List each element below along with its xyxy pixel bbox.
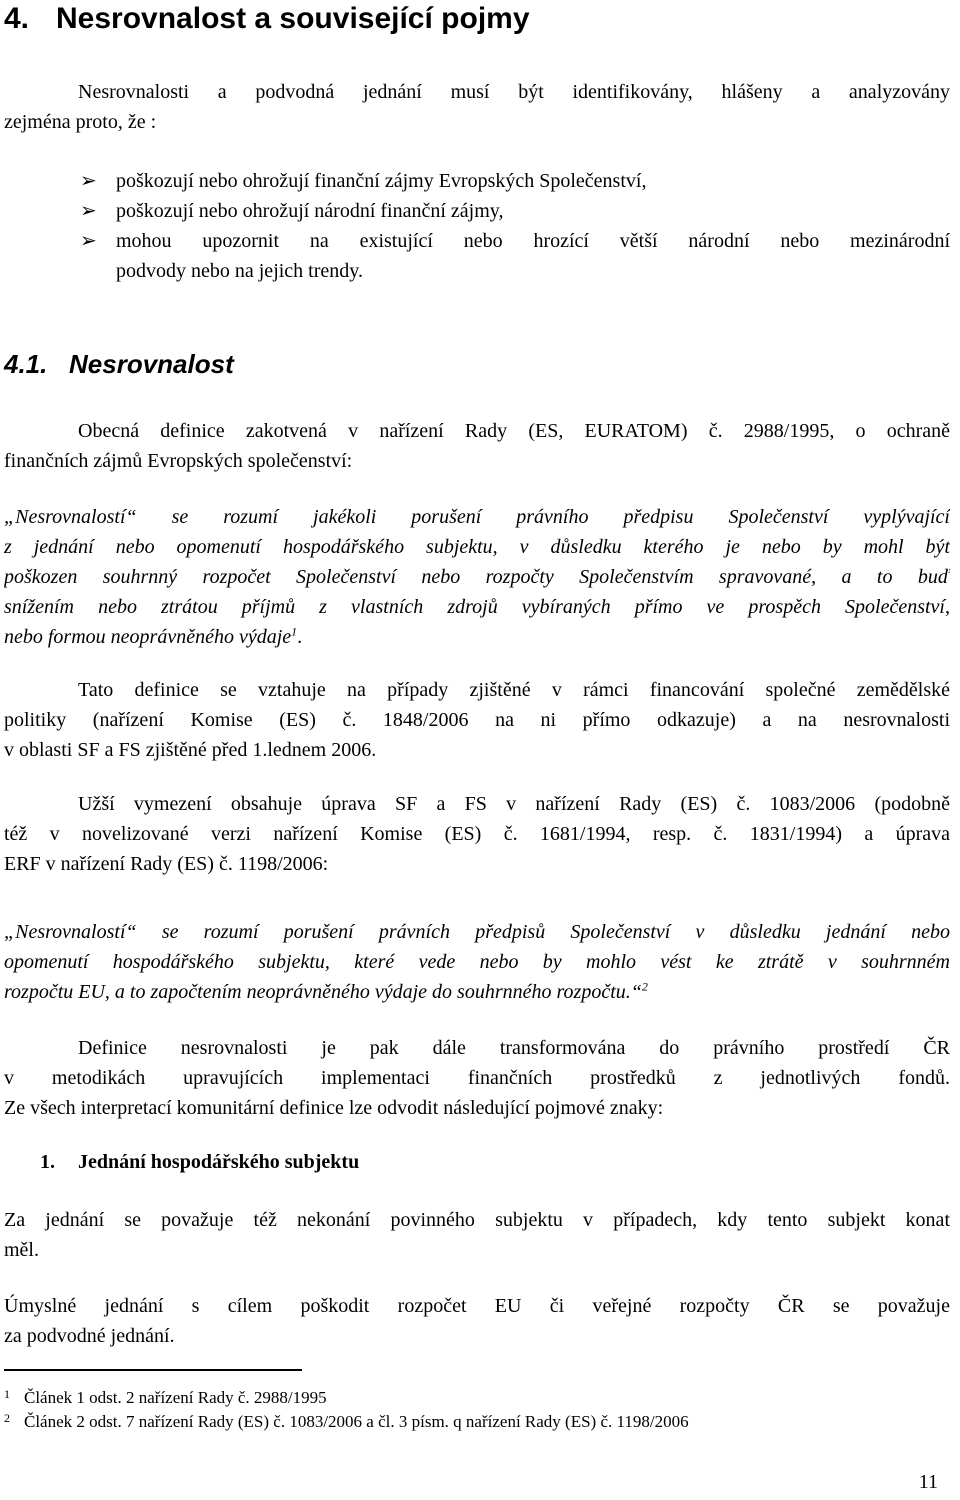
quote-line: z jednání nebo opomenutí hospodářského subjektu, v důsledku kterého je nebo by mohl být <box>4 536 950 558</box>
text-line: Užší vymezení obsahuje úprava SF a FS v nařízení Rady (ES) č. 1083/2006 (podobně <box>78 793 950 815</box>
quote-line: opomenutí hospodářského subjektu, které vede nebo by mohlo vést ke ztrátě v souhrnném <box>4 951 950 973</box>
text-line: zejména proto, že : <box>4 111 157 133</box>
text-line: v oblasti SF a FS zjištěné před 1.lednem 2006. <box>4 739 377 761</box>
quote-end: . <box>297 626 303 648</box>
scope-paragraph <box>4 675 950 765</box>
numbered-heading-number: 1. <box>40 1151 55 1173</box>
footnote-text: Článek 2 odst. 7 nařízení Rady (ES) č. 1083/2006 a čl. 3 písm. q nařízení Rady (ES) č. 1198/2006 <box>24 1412 689 1431</box>
quote-line: „Nesrovnalostí“ se rozumí jakékoli porušení právního předpisu Společenství vyplývající <box>4 506 950 528</box>
numbered-heading-title: Jednání hospodářského subjektu <box>78 1151 360 1173</box>
definition-paragraph <box>4 416 950 476</box>
intro-paragraph <box>4 77 950 137</box>
text-line: též v novelizované verzi nařízení Komise (ES) č. 1681/1994, resp. č. 1831/1994) a úprava <box>4 823 950 845</box>
list-item-text: podvody nebo na jejich trendy. <box>116 260 363 282</box>
fraud-paragraph <box>4 1291 950 1351</box>
quote-definition-2 <box>4 917 950 1007</box>
list-item-text: poškozují nebo ohrožují finanční zájmy Evropských Společenství, <box>116 170 647 192</box>
text-line: finančních zájmů Evropských společenství: <box>4 450 353 472</box>
omission-paragraph <box>4 1205 950 1265</box>
text-line: politiky (nařízení Komise (ES) č. 1848/2006 na ni přímo odkazuje) a na nesrovnalosti <box>4 709 950 731</box>
quote-line: poškozen souhrnný rozpočet Společenství nebo rozpočty Společenstvím spravované, a to buď <box>4 566 950 588</box>
chapter-number: 4. <box>4 2 30 35</box>
text-line: Nesrovnalosti a podvodná jednání musí být identifikovány, hlášeny a analyzovány <box>78 81 950 103</box>
chapter-heading <box>4 0 530 38</box>
footnote-number: 2 <box>4 1411 10 1425</box>
section-title: Nesrovnalost <box>69 349 234 379</box>
quote-line: snížením nebo ztrátou příjmů z vlastních zdrojů vybíraných přímo ve prospěch Společenství, <box>4 596 950 618</box>
text-line: Definice nesrovnalosti je pak dále transformována do právního prostředí ČR <box>78 1037 950 1059</box>
narrow-definition-paragraph <box>4 789 950 879</box>
section-number: 4.1. <box>4 349 48 379</box>
arrow-bullet-icon: ➢ <box>80 170 97 192</box>
footnote-text: Článek 1 odst. 2 nařízení Rady č. 2988/1995 <box>24 1388 327 1407</box>
footnote-ref[interactable]: 1 <box>291 624 298 639</box>
list-item-text: mohou upozornit na existující nebo hrozící větší národní nebo mezinárodní <box>116 230 950 252</box>
arrow-bullet-icon: ➢ <box>80 230 97 252</box>
arrow-bullet-icon: ➢ <box>80 200 97 222</box>
text-line: Tato definice se vztahuje na případy zjištěné v rámci financování společné zemědělské <box>78 679 950 701</box>
list-item <box>80 196 950 226</box>
transformation-paragraph <box>4 1033 950 1123</box>
text-line: měl. <box>4 1239 39 1261</box>
chapter-title: Nesrovnalost a související pojmy <box>56 2 530 35</box>
footnote-ref[interactable]: 2 <box>641 979 648 994</box>
text-line: za podvodné jednání. <box>4 1325 175 1347</box>
text-line: ERF v nařízení Rady (ES) č. 1198/2006: <box>4 853 329 875</box>
text-line: Obecná definice zakotvená v nařízení Rady (ES, EURATOM) č. 2988/1995, o ochraně <box>78 420 950 442</box>
text-line: Ze všech interpretací komunitární definice lze odvodit následující pojmové znaky: <box>4 1097 664 1119</box>
text-line: Za jednání se považuje též nekonání povinného subjektu v případech, kdy tento subjekt konat <box>4 1209 950 1231</box>
list-item <box>80 226 950 286</box>
text-line: Úmyslné jednání s cílem poškodit rozpočet EU či veřejné rozpočty ČR se považuje <box>4 1295 950 1317</box>
quote-line: nebo formou neoprávněného výdaje <box>4 626 292 648</box>
footnote <box>4 1383 327 1409</box>
section-heading <box>4 346 234 382</box>
numbered-heading <box>40 1147 359 1177</box>
quote-line: rozpočtu EU, a to započtením neoprávněného výdaje do souhrnného rozpočtu.“ <box>4 981 642 1003</box>
list-item <box>80 166 950 196</box>
quote-line: „Nesrovnalostí“ se rozumí porušení právních předpisů Společenství v důsledku jednání nebo <box>4 921 950 943</box>
footnote <box>4 1407 689 1433</box>
text-line: v metodikách upravujících implementaci finančních prostředků z jednotlivých fondů. <box>4 1067 950 1089</box>
footnote-divider <box>4 1369 302 1371</box>
quote-definition-1 <box>4 502 950 652</box>
bullet-list <box>80 166 950 286</box>
footnote-number: 1 <box>4 1387 10 1401</box>
page-number: 11 <box>918 1471 938 1493</box>
list-item-text: poškozují nebo ohrožují národní finanční zájmy, <box>116 200 504 222</box>
